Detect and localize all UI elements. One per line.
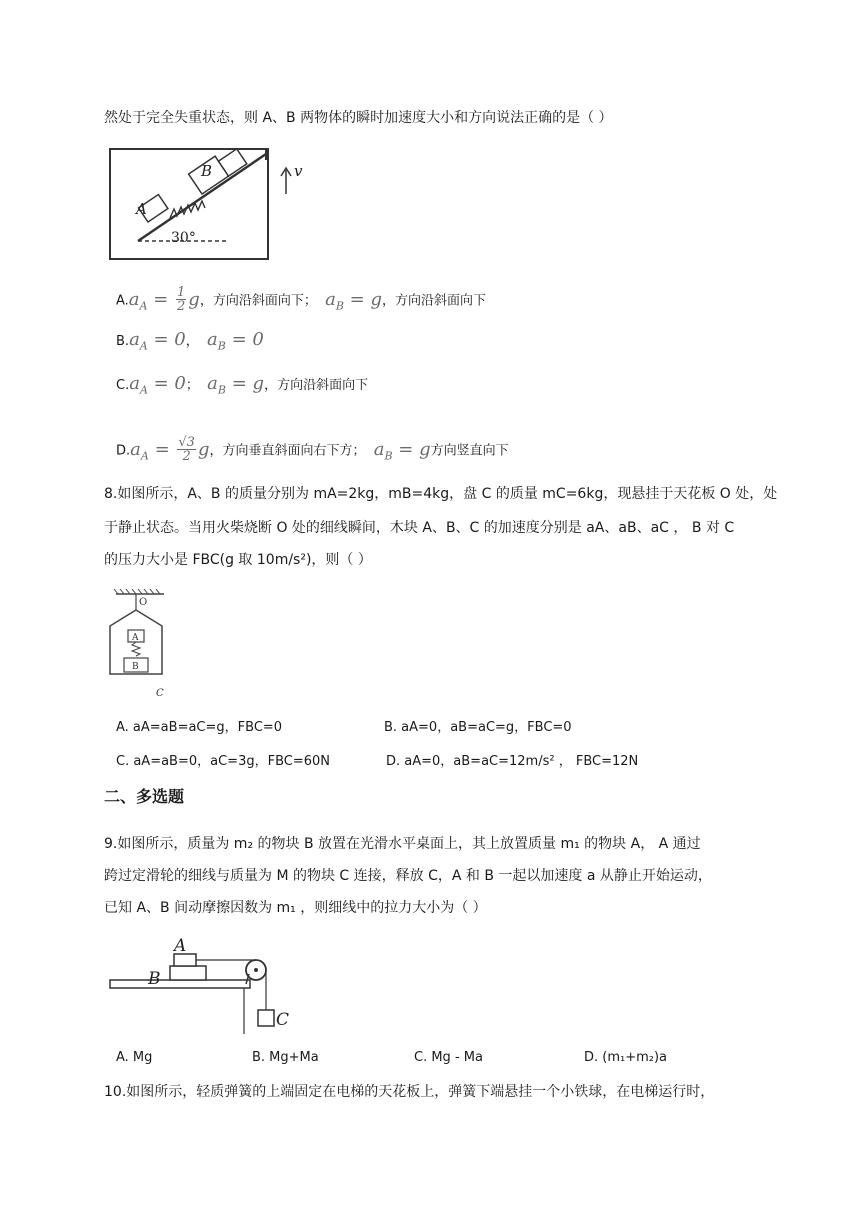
section-heading: 二、多选题 xyxy=(104,787,185,806)
q9-pulley-figure xyxy=(108,930,308,1036)
q9-option-b[interactable]: B. Mg+Ma xyxy=(252,1050,319,1065)
q7-stem-tail: 然处于完全失重状态，则 A、B 两物体的瞬时加速度大小和方向说法正确的是（ ） xyxy=(104,110,613,126)
q7-incline-figure xyxy=(108,146,318,264)
q8-line-2: 于静止状态。当用火柴烧断 O 处的细线瞬间，木块 A、B、C 的加速度分别是 aA、aB、aC ， B 对 C xyxy=(104,520,735,536)
q9-option-d[interactable]: D. (m₁+m₂)a xyxy=(584,1050,668,1065)
q8-option-a[interactable]: A. aA=aB=aC=g，FBC=0 xyxy=(116,720,283,735)
q8-hanging-plate-figure xyxy=(104,588,174,700)
q7-option-b[interactable]: $B.a_A = 0$， $a_B = 0$ xyxy=(116,329,264,353)
label-a: A xyxy=(174,936,187,956)
block-b xyxy=(170,966,206,980)
svg-text:B: B xyxy=(132,662,139,672)
label-b: B xyxy=(148,969,161,989)
q9-line-2: 跨过定滑轮的细线与质量为 M 的物块 C 连接，释放 C，A 和 B 一起以加速度 a 从静止开始运动， xyxy=(104,868,712,884)
q7-option-c[interactable]: $C.a_A = 0$； $a_B = g$，方向沿斜面向下 xyxy=(116,373,369,397)
q9-option-a[interactable]: A. Mg xyxy=(116,1050,153,1065)
q8-option-b[interactable]: B. aA=0，aB=aC=g，FBC=0 xyxy=(384,720,572,735)
table xyxy=(110,980,250,988)
block-c xyxy=(258,1010,274,1026)
velocity-label: v xyxy=(294,162,303,180)
q9-line-3: 已知 A、B 间动摩擦因数为 m₁ ，则细线中的拉力大小为（ ） xyxy=(104,900,487,916)
label-c: C xyxy=(156,688,164,699)
q8-option-d[interactable]: D. aA=0，aB=aC=12m/s² ， FBC=12N xyxy=(386,754,639,769)
label-c: C xyxy=(276,1010,290,1030)
q9-option-c[interactable]: C. Mg - Ma xyxy=(414,1050,483,1065)
q10-line-1: 10.如图所示，轻质弹簧的上端固定在电梯的天花板上，弹簧下端悬挂一个小铁球，在电梯运行时， xyxy=(104,1084,715,1100)
fraction-sqrt3-half: $\frac{√3}{2}$ xyxy=(178,435,195,464)
spring xyxy=(132,642,140,656)
label-o: O xyxy=(139,597,148,608)
label-b: B xyxy=(201,162,213,180)
q8-option-c[interactable]: C. aA=aB=0，aC=3g，FBC=60N xyxy=(116,754,331,769)
fraction-half: $\frac{1}{2}$ xyxy=(177,285,186,314)
q7-option-d[interactable]: $D.a_A$ = $\frac{√3}{2}$ g，方向垂直斜面向右下方； $a_B = g$方向竖直向下 xyxy=(116,435,509,464)
q8-line-3: 的压力大小是 FBC(g 取 10m/s²)，则（ ） xyxy=(104,552,372,568)
q8-line-1: 8.如图所示，A、B 的质量分别为 mA=2kg，mB=4kg，盘 C 的质量 mC=6kg，现悬挂于天花板 O 处，处 xyxy=(104,486,778,502)
label-a: A xyxy=(136,200,147,218)
angle-label: 30° xyxy=(171,230,196,246)
q7-option-a[interactable]: $A.a_A$ = $\frac{1}{2}$ g，方向沿斜面向下； $a_B = g$，方向沿斜面向下 xyxy=(116,285,487,314)
q9-line-1: 9.如图所示，质量为 m₂ 的物块 B 放置在光滑水平桌面上，其上放置质量 m₁ 的物块 A， A 通过 xyxy=(104,836,701,852)
svg-text:A: A xyxy=(132,633,139,643)
